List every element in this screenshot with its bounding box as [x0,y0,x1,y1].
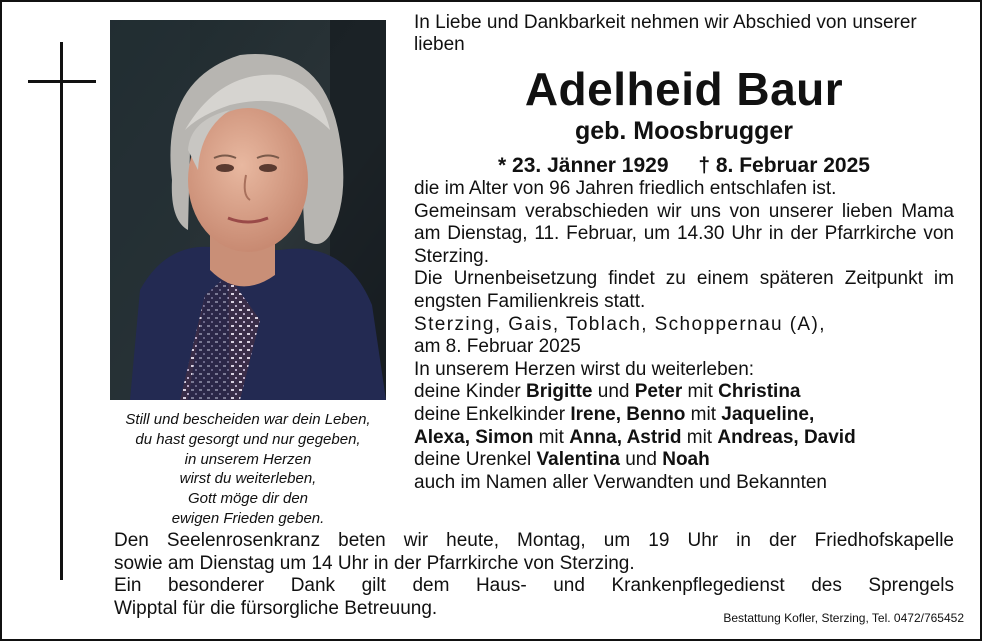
child-name: Brigitte [525,381,593,403]
poem-line: Still und bescheiden war dein Leben, [125,411,371,428]
great-grandchildren-line [414,449,954,472]
farewell-paragraph: Gemeinsam verabschieden wir uns von unserer lieben Mama am Dienstag, 11. Februar, um 14.30 Uhr in der Pfarrkirche von Sterzing. [414,200,954,267]
rosary-line: Den Seelenrosenkranz beten wir heute, Montag, um 19 Uhr in der Friedhofskapelle [114,530,954,551]
grandchildren-line [414,404,954,427]
partner-name: Andreas, David [717,426,856,448]
poem-line: in unserem Herzen [184,450,312,468]
grandchild-names: Alexa, Simon [414,426,534,448]
poem-line: Gott möge dir den [187,490,309,508]
great-grandchild-name: Valentina [536,449,620,471]
grandchildren-line-2 [414,427,954,450]
funeral-home-credit: Bestattung Kofler, Sterzing, Tel. 0472/765452 [723,611,964,625]
rosary-line-2: sowie am Dienstag um 14 Uhr in der Pfarrkirche von Sterzing. [114,552,635,574]
grandchildren-prefix: deine Enkelkinder [414,403,571,425]
grandchild-names: Irene, Benno [570,403,686,425]
service-info [114,530,954,620]
poem-line: ewigen Frieden geben. [171,509,325,527]
relatives-line: auch im Namen aller Verwandten und Bekannten [414,471,827,493]
conjunction: mit [533,426,570,448]
portrait-photo [110,20,386,400]
maiden-name: geb. Moosbrugger [574,117,794,145]
heart-line: In unserem Herzen wirst du weiterleben: [414,358,755,380]
great-grandchildren-prefix: deine Urenkel [414,449,537,471]
conjunction: mit [681,426,718,448]
place-date: am 8. Februar 2025 [414,336,581,358]
places-line: Sterzing, Gais, Toblach, Schoppernau (A), [414,313,826,335]
cross-vertical-bar [60,42,63,580]
cross-horizontal-bar [28,80,96,83]
intro-text: In Liebe und Dankbarkeit nehmen wir Abschied von unserer lieben [414,12,917,55]
great-grandchild-name: Noah [662,449,710,471]
conjunction: und [592,381,635,403]
child-name: Peter [634,381,683,403]
age-line: die im Alter von 96 Jahren friedlich entschlafen ist. [414,178,837,199]
thanks-line: Ein besonderer Dank gilt dem Haus- und Krankenpflegedienst des Sprengels [114,575,954,596]
partner-name: Jaqueline, [721,403,815,425]
conjunction: und [619,449,663,471]
life-dates [414,154,954,178]
birth-date: * 23. Jänner 1929 [498,154,669,177]
conjunction: mit [682,381,719,403]
partner-name: Christina [718,381,801,403]
death-date: † 8. Februar 2025 [698,154,870,177]
poem-line: du hast gesorgt und nur gegeben, [135,430,361,448]
notice-body [414,178,954,494]
memorial-poem [100,410,396,529]
deceased-name: Adelheid Baur [524,63,844,115]
urn-paragraph: Die Urnenbeisetzung findet zu einem späteren Zeitpunkt im engsten Familienkreis statt. [414,268,954,312]
poem-line: wirst du weiterleben, [179,470,317,488]
partner-name: Anna, Astrid [569,426,682,448]
children-prefix: deine Kinder [414,381,526,403]
children-line [414,381,954,404]
notice-text [414,12,954,494]
conjunction: mit [685,403,722,425]
thanks-line-2: Wipptal für die fürsorgliche Betreuung. [114,597,438,619]
